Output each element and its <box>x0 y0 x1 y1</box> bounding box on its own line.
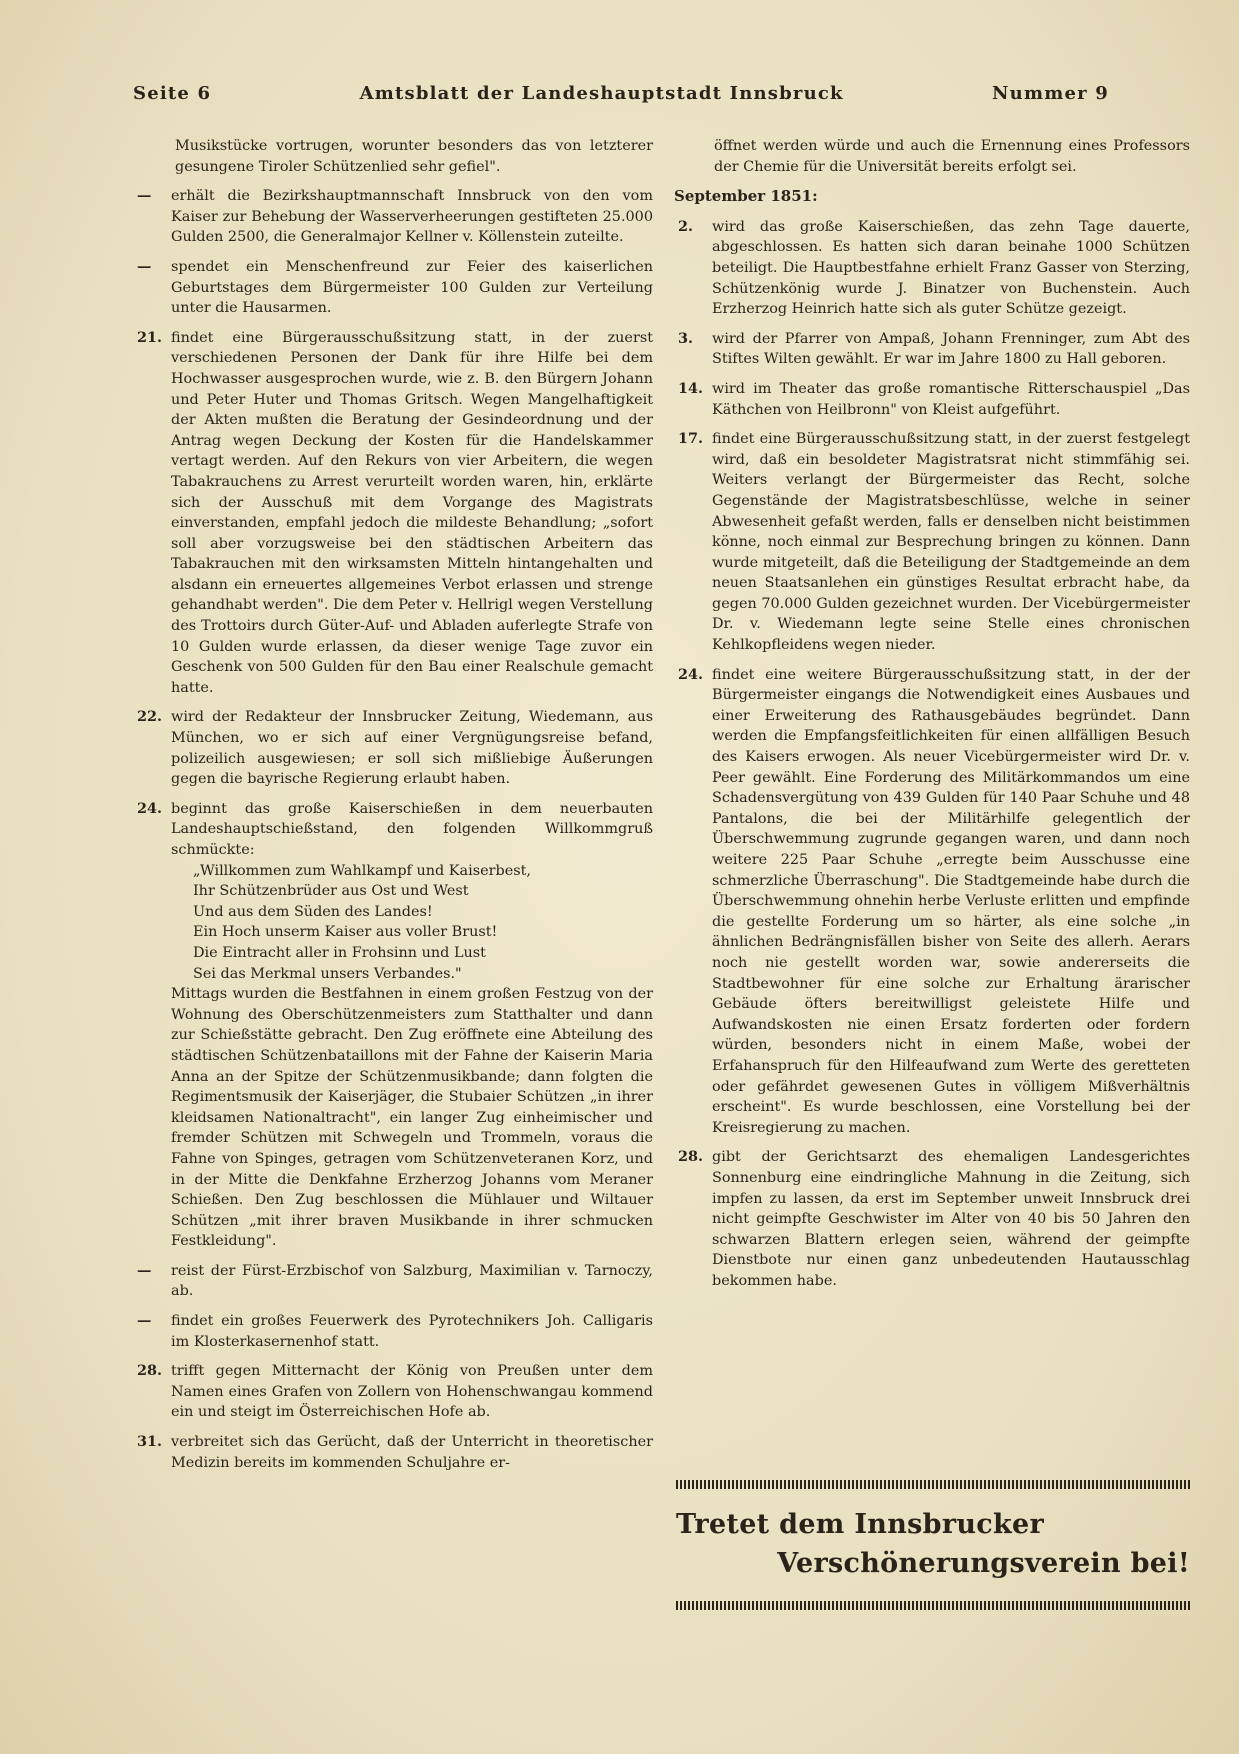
entry-text: wird im Theater das große romantische Ritterschauspiel „Das Käthchen von Heilbronn" von Kleist aufgeführt. <box>712 380 1190 418</box>
entry-text: findet eine weitere Bürgerausschußsitzung statt, in der der Bürgermeister eingangs die Notwendigkeit eines Ausbaues und einer Erweiterung des Rathausgebäudes begründet. Dann werden die Empfangsfeitlichkeiten für einen allfälligen Besuch des Kaisers erwogen. Als neuer Vicebürgermeister wird Dr. v. Peer gewählt. Eine Forderung des Militärkommandos um eine Schadensvergütung von 439 Gulden für 140 Paar Schuhe und 48 Pantalons, die bei der Militärhilfe gelegentlich der Überschwemmung zugrunde gegangen waren, und dann noch weitere 225 Paar Schuhe „erregte beim Ausschusse eine schmerzliche Überraschung". Die Stadtgemeinde habe durch die Überschwemmung ohnehin herbe Verluste erlitten und empfinde die gestellte Forderung um so härter, als eine solche „in ähnlichen Bedrängnisfällen bisher von Seite des allerh. Aerars noch nie gestellt worden war, sowie andererseits die Stadtbewohner für eine solche zur Erhaltung ärarischer Gebäude öfters bereitwilligst geleistete Hilfe und Aufwandskosten nie einen Ersatz forderten oder fordern würden, besonders nicht in einem Maße, wobei der Erfahanspruch für den Hilfeaufwand zum Werte des geretteten oder gefährdet gewesenen Gutes in völligem Mißverhältnis erscheint". Es wurde beschlossen, eine Vorstellung bei der Kreisregierung zu machen. <box>712 666 1190 1136</box>
welcome-poem <box>171 861 653 985</box>
ad-line-2: Verschönerungsverein bei! <box>777 1548 1190 1579</box>
entry-text: gibt der Gerichtsarzt des ehemaligen Landesgerichtes Sonnenburg eine eindringliche Mahnung in die Zeitung, sich impfen zu lassen, da erst im September unweit Innsbruck drei nicht geimpfte Geschwister im Alter von 40 bis 50 Jahren den schwarzen Blattern erlegen seien, während der geimpfte Dienstbote nur einen ganz unbedeutenden Hautausschlag bekommen habe. <box>712 1149 1190 1289</box>
entry-date: — <box>137 257 152 275</box>
entry-date: 21. <box>137 328 163 346</box>
entry-date: 2. <box>678 217 694 235</box>
publication-title: Amtsblatt der Landeshauptstadt Innsbruck <box>359 82 844 104</box>
chronicle-entry <box>133 257 653 319</box>
entry-lead: beginnt das große Kaiserschießen in dem neuerbauten Landeshauptschießstand, den folgenden Willkommgruß schmückte: <box>171 800 653 858</box>
entry-text: verbreitet sich das Gerücht, daß der Unterricht in theoretischer Medizin bereits im kommenden Schuljahre er- <box>171 1434 653 1471</box>
right-column <box>674 136 1190 1300</box>
page-number: Seite 6 <box>133 82 212 104</box>
entry-text: findet eine Bürgerausschußsitzung statt, in der zuerst festgelegt wird, daß ein besoldeter Magistratsrat nicht stimmfähig sei. Weiters verlangt der Bürgermeister das Recht, solche Gegenstände der Magistratsbeschlüsse, welche in seiner Abwesenheit gefaßt werden, falls er denselben nicht beistimmen könne, noch einmal zur Besprechung bringen zu können. Dann wurde mitgeteilt, daß die Beteiligung der Stadtgemeinde an dem neuen Staatsanlehen ein günstiges Resultat erbracht habe, da gegen 70.000 Gulden gezeichnet wurden. Der Vicebürgermeister Dr. v. Wiedemann legte seine Stelle eines chronischen Kehlkopfleidens wegen nieder. <box>712 431 1190 654</box>
ad-line-1: Tretet dem Innsbrucker <box>676 1509 1045 1540</box>
entry-text: wird der Pfarrer von Ampaß, Johann Frenninger, zum Abt des Stiftes Wilten gewählt. Er war im Jahre 1800 zu Hall geboren. <box>712 330 1190 368</box>
chronicle-entry <box>133 328 653 699</box>
chronicle-entry <box>133 707 653 789</box>
advertisement-box <box>676 1480 1190 1610</box>
entry-date: 24. <box>137 799 163 817</box>
entry-text: trifft gegen Mitternacht der König von Preußen unter dem Namen eines Grafen von Zollern von Hohenschwangau kommend ein und steigt im Österreichischen Hofe ab. <box>171 1363 653 1421</box>
entry-date: — <box>137 1261 152 1279</box>
issue-number: Nummer 9 <box>992 82 1109 104</box>
entry-text: wird der Redakteur der Innsbrucker Zeitung, Wiedemann, aus München, wo er sich auf einer Vergnügungsreise befand, polizeilich ausgewiesen; er soll sich mißliebige Äußerungen gegen die bayrische Regierung erlaubt haben. <box>171 709 653 788</box>
poem-line: Ihr Schützenbrüder aus Ost und West <box>193 883 469 900</box>
left-column <box>133 136 653 1482</box>
entry-date: 31. <box>137 1433 163 1451</box>
chronicle-entry <box>133 799 653 1252</box>
entry-text: findet eine Bürgerausschußsitzung statt, in der zuerst verschiedenen Personen der Dank für ihre Hilfe bei dem Hochwasser ausgesprochen wurde, wie z. B. den Bürgern Johann und Peter Huter und Thomas Gritsch. Wegen Mangelhaftigkeit der Akten mußten die Beratung der Gesindeordnung und der Antrag wegen Deckung der Kosten für die Handelskammer vertagt werden. Auf den Rekurs von vier Arbeitern, die wegen Tabakrauchens zu Arrest verurteilt worden waren, hin, erklärte sich der Ausschuß mit dem Vorgange des Magistrats einverstanden, empfahl jedoch die mildeste Behandlung; „sofort soll aber vorzugsweise bei den städtischen Arbeitern das Tabakrauchen mit den wirksamsten Mitteln hintangehalten und alsdann ein erneuertes allgemeines Verbot erlassen und strenge gehandhabt werden". Die dem Peter v. Hellrigl wegen Verstellung des Trottoirs durch Güter-Auf- und Abladen auferlegte Strafe von 10 Gulden wurde erlassen, da dieser wenige Tage zuvor ein Geschenk von 500 Gulden für den Bau einer Realschule gemacht hatte. <box>171 329 653 696</box>
chronicle-entry <box>674 1147 1190 1291</box>
chronicle-entry <box>674 665 1190 1139</box>
chronicle-entry <box>133 1432 653 1473</box>
left-intro: Musikstücke vortrugen, worunter besonders das von letzterer gesungene Tiroler Schützenlied sehr gefiel". <box>175 138 653 175</box>
chronicle-entry <box>133 1261 653 1302</box>
page-header <box>133 78 1109 108</box>
entry-text: reist der Fürst-Erzbischof von Salzburg, Maximilian v. Tarnoczy, ab. <box>171 1262 653 1300</box>
poem-line: Und aus dem Süden des Landes! <box>193 903 433 920</box>
poem-line: Die Eintracht aller in Frohsinn und Lust <box>193 944 486 961</box>
entry-date: 22. <box>137 708 163 726</box>
section-heading: September 1851: <box>674 187 818 206</box>
chronicle-entry <box>133 1361 653 1423</box>
chronicle-entry <box>674 429 1190 656</box>
entry-date: 14. <box>678 379 704 397</box>
chronicle-entry <box>674 217 1190 320</box>
ad-bottom-rule <box>676 1601 1190 1610</box>
entry-text <box>171 799 653 1252</box>
entry-date: — <box>137 1312 152 1330</box>
poem-line: Sei das Merkmal unsers Verbandes." <box>193 965 462 982</box>
poem-line: „Willkommen zum Wahlkampf und Kaiserbest, <box>193 862 531 879</box>
entry-date: 28. <box>137 1362 163 1380</box>
entry-date: 17. <box>678 430 704 448</box>
entry-date: 24. <box>678 665 704 683</box>
entry-date: — <box>137 187 152 205</box>
entry-date: 28. <box>678 1148 704 1166</box>
chronicle-entry <box>674 379 1190 420</box>
ad-top-rule <box>676 1480 1190 1489</box>
entry-text: wird das große Kaiserschießen, das zehn Tage dauerte, abgeschlossen. Es hatten sich daran beinahe 1000 Schützen beteiligt. Die Hauptbestfahne erhielt Franz Gasser von Sterzing, Schützenkönig wurde J. Binatzer von Buchenstein. Auch Erzherzog Heinrich hatte sich als guter Schütze gezeigt. <box>712 218 1190 318</box>
entry-text: spendet ein Menschenfreund zur Feier des kaiserlichen Geburtstages dem Bürgermeister 100 Gulden zur Verteilung unter die Hausarmen. <box>171 258 653 317</box>
entry-text: findet ein großes Feuerwerk des Pyrotechnikers Joh. Calligaris im Klosterkasernenhof statt. <box>171 1313 653 1350</box>
chronicle-entry <box>133 186 653 248</box>
entry-continuation: Mittags wurden die Bestfahnen in einem großen Festzug von der Wohnung des Oberschützenmeisters zum Statthalter und dann zur Schießstätte gebracht. Den Zug eröffnete eine Abteilung des städtischen Schützenbataillons mit der Fahne der Kaiserin Maria Anna an der Spitze der Schützenmusikbande; dann folgten die Regimentsmusik der Kaiserjäger, die Stubaier Schützen „in ihrer kleidsamen Nationaltracht", ein langer Zug einheimischer und fremder Schützen mit Schwegeln und Trommeln, voraus die Fahne von Spinges, getragen vom Schützenveteranen Korz, und in der Mitte die Denkfahne Erzherzog Johanns vom Meraner Schießen. Den Zug beschlossen die Mühlauer und Wiltauer Schützen „mit ihrer braven Musikbande in ihrer schmucken Festkleidung". <box>171 986 653 1250</box>
entry-text: erhält die Bezirkshauptmannschaft Innsbruck von den vom Kaiser zur Behebung der Wasserverheerungen gestifteten 25.000 Gulden 2500, die Generalmajor Kellner v. Köllenstein zuteilte. <box>171 188 653 246</box>
right-intro: öffnet werden würde und auch die Ernennung eines Professors der Chemie für die Universität bereits erfolgt sei. <box>714 138 1190 175</box>
chronicle-entry <box>133 1311 653 1352</box>
chronicle-entry <box>674 329 1190 370</box>
poem-line: Ein Hoch unserm Kaiser aus voller Brust! <box>193 924 498 941</box>
entry-date: 3. <box>678 329 694 347</box>
